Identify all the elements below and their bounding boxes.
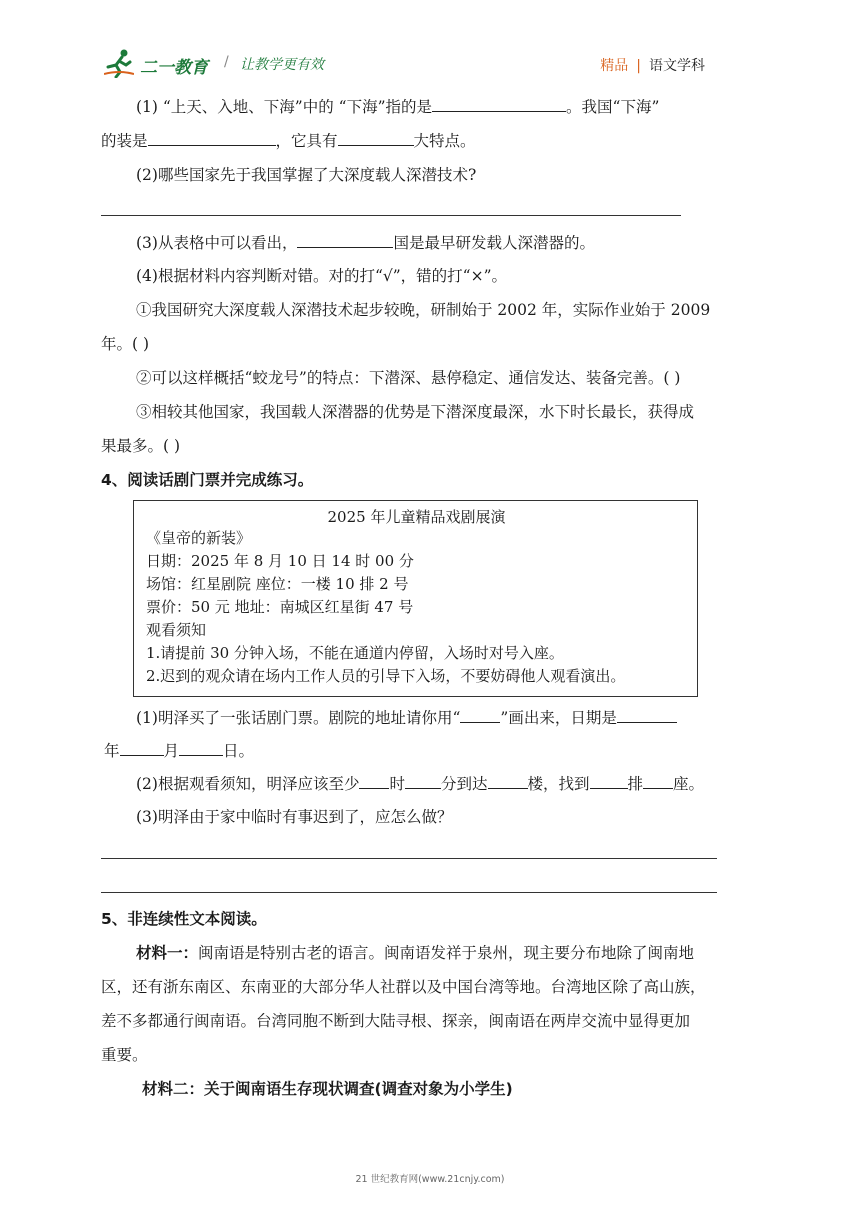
q4-p2-text-f: 座。 [673, 775, 705, 793]
q3-p1-text-a: (1) “上天、入地、下海”中的 “下海”指的是 [136, 98, 433, 116]
q3-p3-text-a: (3)从表格中可以看出， [136, 234, 298, 252]
ticket-heading: 2025 年儿童精品戏剧展演 [327, 508, 506, 526]
q3-p1-line2 [101, 130, 476, 152]
blank-field[interactable] [643, 773, 673, 789]
q4-p2-text-c: 分到达 [440, 775, 488, 793]
q5-m1-line4: 重要。 [101, 1046, 148, 1064]
ticket-notice-1: 1.请提前 30 分钟入场，不能在通道内停留，入场时对号入座。 [146, 644, 564, 662]
q3-p3-text-b: 国是最早研发载人深潜器的。 [393, 234, 595, 252]
q3-p1-text-d: ，它具有 [275, 132, 338, 150]
subject-label: 语文学科 [649, 58, 705, 74]
drama-ticket [133, 500, 698, 697]
material-one-label: 材料一： [136, 944, 199, 962]
answer-line[interactable] [101, 215, 681, 216]
q3-p2: (2)哪些国家先于我国掌握了大深度载人深潜技术? [136, 166, 477, 184]
q4-p3: (3)明泽由于家中临时有事迟到了，应怎么做？ [136, 808, 453, 826]
q5-m1-text: 闽南语是特别古老的语言。闽南语发祥于泉州，现主要分布地除了闽南地 [198, 944, 695, 962]
q5-m2-title: 材料二：关于闽南语生存现状调查(调查对象为小学生) [142, 1080, 513, 1098]
answer-line[interactable] [101, 858, 717, 859]
ticket-venue: 场馆：红星剧院 座位：一楼 10 排 2 号 [146, 575, 409, 593]
q3-p1-line1 [136, 96, 659, 118]
q4-p1-text-a: (1)明泽买了一张话剧门票。剧院的地址请你用“ [136, 709, 461, 727]
q4-p1-line2 [104, 740, 254, 762]
slogan-separator: / [224, 54, 229, 70]
q5-m1-line2: 区，还有浙东南区、东南亚的大部分华人社群以及中国台湾等地。台湾地区除了高山族， [101, 978, 706, 996]
slogan: 让教学更有效 [240, 57, 324, 73]
blank-field[interactable] [297, 232, 393, 248]
ticket-notice-2: 2.迟到的观众请在场内工作人员的引导下入场，不要妨碍他人观看演出。 [146, 667, 626, 685]
q4-p1-text-c: 年 [104, 742, 120, 760]
blank-field[interactable] [338, 130, 414, 146]
q3-s3-line1: ③相较其他国家，我国载人深潜器的优势是下潜深度最深，水下时长最长，获得成 [136, 403, 695, 421]
q5-title: 5、非连续性文本阅读。 [101, 910, 267, 928]
q4-p1-text-e: 日。 [223, 742, 255, 760]
logo-text: 二一教育 [140, 58, 208, 78]
blank-field[interactable] [590, 773, 628, 789]
blank-field[interactable] [460, 707, 500, 723]
ticket-price: 票价：50 元 地址：南城区红星街 47 号 [146, 598, 414, 616]
q4-p1-text-b: ”画出来，日期是 [500, 709, 617, 727]
blank-field[interactable] [617, 707, 677, 723]
q5-m1-line3: 差不多都通行闽南语。台湾同胞不断到大陆寻根、探亲，闽南语在两岸交流中显得更加 [101, 1012, 691, 1030]
q4-p2-text-d: 楼，找到 [527, 775, 590, 793]
q4-p2-text-e: 排 [627, 775, 644, 793]
q3-s1-line2: 年。( ) [101, 335, 150, 353]
q4-title: 4、阅读话剧门票并完成练习。 [101, 471, 314, 489]
q5-m1-line1 [136, 942, 694, 964]
header-divider: | [636, 58, 641, 74]
q3-p1-text-b: 。我国“下海” [566, 98, 660, 116]
blank-field[interactable] [359, 773, 389, 789]
q4-p2-text-a: (2)根据观看须知，明泽应该至少 [136, 775, 360, 793]
runner-logo-icon [104, 48, 134, 78]
ticket-date: 日期：2025 年 8 月 10 日 14 时 00 分 [146, 552, 414, 570]
q4-p2-text-b: 时 [389, 775, 405, 793]
q3-s1-line1: ①我国研究大深度载人深潜技术起步较晚，研制始于 2002 年，实际作业始于 2009 [136, 301, 711, 319]
q3-p4: (4)根据材料内容判断对错。对的打“√”，错的打“×”。 [136, 267, 508, 285]
q3-p1-text-e: 大特点。 [413, 132, 476, 150]
q3-p1-text-c: 的装是 [101, 132, 148, 150]
ticket-play: 《皇帝的新装》 [146, 529, 252, 547]
footer-source: 21 世纪教育网(www.21cnjy.com) [355, 1174, 505, 1185]
blank-field[interactable] [488, 773, 528, 789]
ticket-notice-title: 观看须知 [146, 621, 207, 639]
blank-field[interactable] [148, 130, 276, 146]
header-subject [600, 55, 705, 75]
answer-line[interactable] [101, 892, 717, 893]
q3-s2: ②可以这样概括“蛟龙号”的特点：下潜深、悬停稳定、通信发达、装备完善。( ) [136, 369, 681, 387]
blank-field[interactable] [432, 96, 566, 112]
blank-field[interactable] [120, 740, 164, 756]
q4-p1-text-d: 月 [163, 742, 180, 760]
q3-s3-line2: 果最多。( ) [101, 437, 181, 455]
q3-p3 [136, 232, 595, 254]
blank-field[interactable] [405, 773, 441, 789]
quality-label: 精品 [600, 58, 629, 74]
q4-p1-line1 [136, 707, 677, 729]
q4-p2 [136, 773, 704, 795]
blank-field[interactable] [179, 740, 223, 756]
